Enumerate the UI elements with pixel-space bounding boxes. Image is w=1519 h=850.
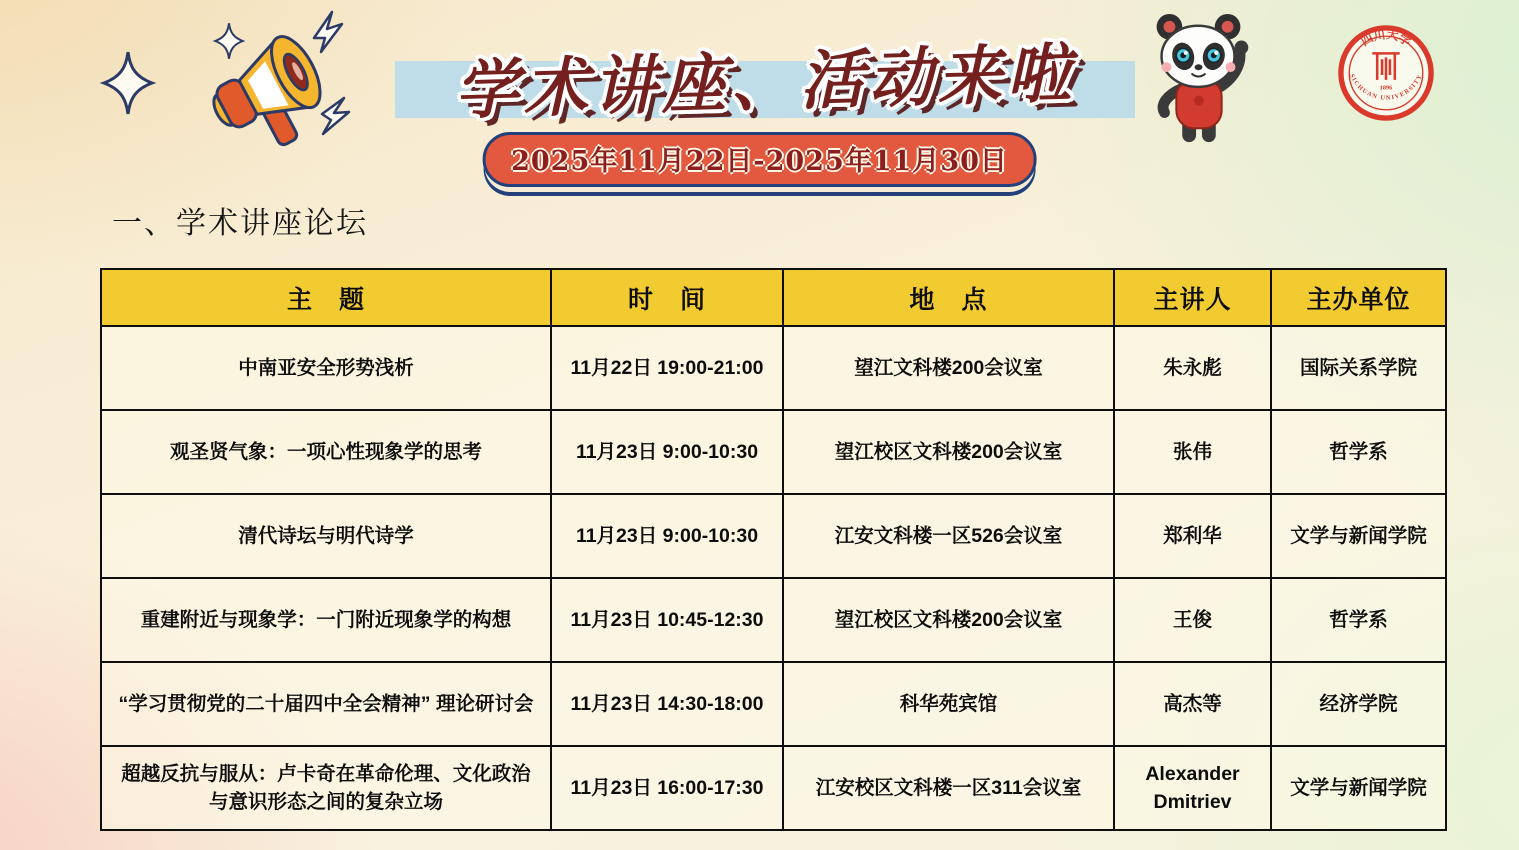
cell-topic: 清代诗坛与明代诗学: [101, 494, 551, 578]
table-row: [101, 494, 1446, 578]
cell-organizer: 哲学系: [1271, 578, 1446, 662]
cell-organizer: 文学与新闻学院: [1271, 494, 1446, 578]
column-header-location: 地 点: [783, 269, 1114, 326]
cell-location: 望江校区文科楼200会议室: [783, 578, 1114, 662]
cell-speaker: 高杰等: [1114, 662, 1271, 746]
cell-location: 望江文科楼200会议室: [783, 326, 1114, 410]
cell-time: 11月22日 19:00-21:00: [551, 326, 783, 410]
seal-year: 1896: [1379, 84, 1393, 92]
cell-organizer: 哲学系: [1271, 410, 1446, 494]
column-header-organizer: 主办单位: [1271, 269, 1446, 326]
cell-location: 江安文科楼一区526会议室: [783, 494, 1114, 578]
cell-location: 科华苑宾馆: [783, 662, 1114, 746]
column-header-speaker: 主讲人: [1114, 269, 1271, 326]
page-title: 学术讲座、活动来啦: [453, 37, 1077, 129]
seal-top-text: 四川大学: [1359, 28, 1413, 49]
cell-time: 11月23日 9:00-10:30: [551, 494, 783, 578]
cell-topic: 观圣贤气象：一项心性现象学的思考: [101, 410, 551, 494]
cell-speaker: Alexander Dmitriev: [1114, 746, 1271, 830]
seal-bottom-text: SICHUAN UNIVERSITY: [1348, 72, 1425, 102]
table-row: [101, 326, 1446, 410]
table-row: [101, 410, 1446, 494]
cell-topic: 超越反抗与服从：卢卡奇在革命伦理、文化政治与意识形态之间的复杂立场: [101, 746, 551, 830]
cell-time: 11月23日 14:30-18:00: [551, 662, 783, 746]
schedule-table: [100, 268, 1447, 831]
university-seal-icon: [1337, 24, 1435, 122]
cell-time: 11月23日 10:45-12:30: [551, 578, 783, 662]
cell-speaker: 朱永彪: [1114, 326, 1271, 410]
cell-time: 11月23日 16:00-17:30: [551, 746, 783, 830]
megaphone-icon: [192, 2, 357, 162]
table-row: [101, 746, 1446, 830]
seal-emblem: [1372, 53, 1399, 79]
cell-organizer: 国际关系学院: [1271, 326, 1446, 410]
section-heading: 一、学术讲座论坛: [112, 207, 368, 240]
cell-speaker: 王俊: [1114, 578, 1271, 662]
date-range-badge: 2025年11月22日-2025年11月30日: [482, 132, 1037, 187]
table-header-row: [101, 269, 1446, 326]
column-header-topic: 主 题: [101, 269, 551, 326]
panda-mascot-icon: [1138, 10, 1260, 148]
cell-topic: “学习贯彻党的二十届四中全会精神” 理论研讨会: [101, 662, 551, 746]
cell-speaker: 张伟: [1114, 410, 1271, 494]
table-row: [101, 662, 1446, 746]
cell-topic: 重建附近与现象学：一门附近现象学的构想: [101, 578, 551, 662]
cell-speaker: 郑利华: [1114, 494, 1271, 578]
cell-topic: 中南亚安全形势浅析: [101, 326, 551, 410]
cell-organizer: 经济学院: [1271, 662, 1446, 746]
column-header-time: 时 间: [551, 269, 783, 326]
sparkle-icon-large: [100, 50, 156, 116]
table-row: [101, 578, 1446, 662]
cell-location: 江安校区文科楼一区311会议室: [783, 746, 1114, 830]
cell-location: 望江校区文科楼200会议室: [783, 410, 1114, 494]
cell-organizer: 文学与新闻学院: [1271, 746, 1446, 830]
cell-time: 11月23日 9:00-10:30: [551, 410, 783, 494]
